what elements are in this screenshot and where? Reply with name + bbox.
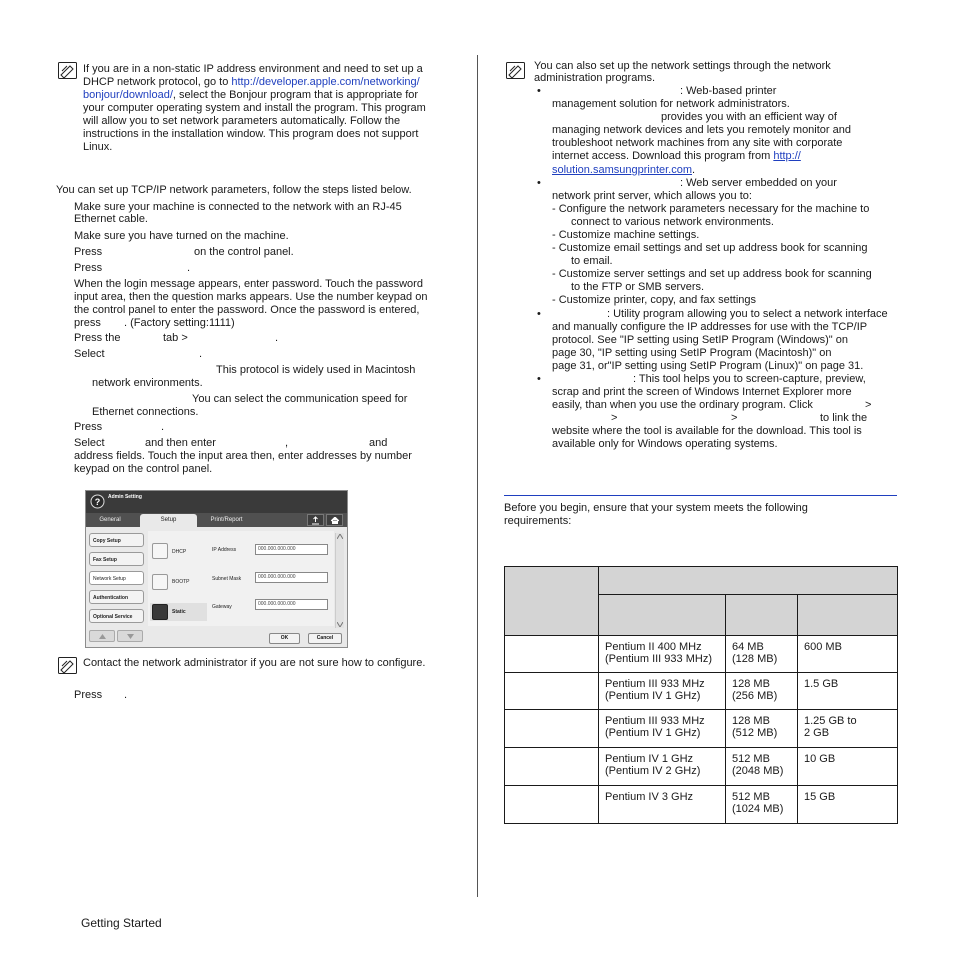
note-pencil-icon xyxy=(58,657,77,674)
section-rule xyxy=(504,495,897,496)
ip-address-label: IP Address xyxy=(212,547,237,553)
upload-arrow-icon xyxy=(311,516,320,525)
gateway-field[interactable]: 000.000.000.000 xyxy=(255,599,328,610)
os-cell xyxy=(505,636,599,673)
help-icon[interactable] xyxy=(90,494,105,509)
note-pencil-icon xyxy=(506,62,525,79)
menu-authentication[interactable]: Authentication xyxy=(89,590,144,604)
cpu-cell: Pentium II 400 MHz (Pentium III 933 MHz) xyxy=(599,636,726,673)
table-header-cell xyxy=(505,567,599,636)
screen-title: Admin Setting xyxy=(108,494,142,500)
table-row xyxy=(505,786,898,824)
admin-setting-screenshot xyxy=(85,490,348,648)
system-requirements-table xyxy=(504,566,898,824)
note-text: , select the Bonjour program that is appropriate for xyxy=(172,89,419,101)
requirements-intro-line1: Before you begin, ensure that your system meets the following xyxy=(504,502,808,514)
hdd-cell: 15 GB xyxy=(798,786,898,824)
bootp-toggle[interactable] xyxy=(152,574,168,590)
os-cell xyxy=(505,786,599,824)
menu-network-setup[interactable]: Network Setup xyxy=(89,571,144,585)
samsung-printer-link-cont[interactable]: solution.samsungprinter.com xyxy=(552,164,693,176)
table-row xyxy=(505,710,898,748)
cpu-cell: Pentium IV 1 GHz (Pentium IV 2 GHz) xyxy=(599,748,726,786)
dhcp-toggle[interactable] xyxy=(152,543,168,559)
table-row xyxy=(505,636,898,673)
ram-cell: 512 MB (2048 MB) xyxy=(726,748,798,786)
subnet-mask-label: Subnet Mask xyxy=(212,576,242,582)
samsung-printer-link[interactable]: http:// xyxy=(773,150,801,162)
table-row xyxy=(505,673,898,710)
home-icon[interactable] xyxy=(326,514,343,526)
ram-cell: 64 MB (128 MB) xyxy=(726,636,798,673)
table-header-cell xyxy=(726,595,798,636)
static-label: Static xyxy=(172,609,186,615)
bullet: • xyxy=(537,308,541,320)
static-toggle[interactable] xyxy=(152,604,168,620)
hdd-cell: 600 MB xyxy=(798,636,898,673)
hdd-cell: 10 GB xyxy=(798,748,898,786)
final-step-period: . xyxy=(124,689,128,701)
footer-section-title: Getting Started xyxy=(81,916,162,930)
table-header-cell xyxy=(798,595,898,636)
os-cell xyxy=(505,710,599,748)
apple-networking-link[interactable]: http://developer.apple.com/networking/ xyxy=(231,76,420,88)
final-step: Press xyxy=(74,689,103,701)
table-header-cell xyxy=(599,567,898,595)
bonjour-download-link[interactable]: bonjour/download/ xyxy=(83,89,173,101)
hdd-cell: 1.5 GB xyxy=(798,673,898,710)
tab-setup[interactable]: Setup xyxy=(140,514,197,527)
tcpip-intro: You can set up TCP/IP network parameters, follow the steps listed below. xyxy=(56,184,412,196)
up-arrow-icon xyxy=(99,634,106,639)
menu-fax-setup[interactable]: Fax Setup xyxy=(89,552,144,566)
subnet-mask-field[interactable]: 000.000.000.000 xyxy=(255,572,328,583)
note-text: DHCP network protocol, go to xyxy=(83,76,232,88)
ok-button[interactable]: OK xyxy=(269,633,300,644)
scroll-up-button[interactable] xyxy=(89,630,115,642)
ram-cell: 512 MB (1024 MB) xyxy=(726,786,798,824)
down-arrow-icon xyxy=(127,634,134,639)
gateway-label: Gateway xyxy=(212,604,232,610)
cancel-button[interactable]: Cancel xyxy=(308,633,342,644)
menu-optional-service[interactable]: Optional Service xyxy=(89,609,144,623)
cpu-cell: Pentium III 933 MHz (Pentium IV 1 GHz) xyxy=(599,673,726,710)
menu-copy-setup[interactable]: Copy Setup xyxy=(89,533,144,547)
requirements-intro-line2: requirements: xyxy=(504,515,572,527)
column-divider xyxy=(477,55,478,897)
scroll-up-arrow-icon xyxy=(337,534,343,539)
title-bar xyxy=(86,491,347,513)
bullet: • xyxy=(537,373,541,385)
os-cell xyxy=(505,748,599,786)
svg-text:?: ? xyxy=(94,497,101,507)
bullet: • xyxy=(537,85,541,97)
scroll-down-button[interactable] xyxy=(117,630,143,642)
note-pencil-icon xyxy=(58,62,77,79)
hdd-cell: 1.25 GB to 2 GB xyxy=(798,710,898,748)
dhcp-label: DHCP xyxy=(172,549,187,555)
ram-cell: 128 MB (256 MB) xyxy=(726,673,798,710)
bootp-label: BOOTP xyxy=(172,579,190,585)
home-glyph-icon xyxy=(331,517,339,524)
scroll-down-arrow-icon xyxy=(337,622,343,627)
ram-cell: 128 MB (512 MB) xyxy=(726,710,798,748)
tab-print-report[interactable]: Print/Report xyxy=(210,517,243,523)
table-row xyxy=(505,748,898,786)
cpu-cell: Pentium IV 3 GHz xyxy=(599,786,726,824)
tab-general[interactable]: General xyxy=(99,517,121,523)
ip-address-field[interactable]: 000.000.000.000 xyxy=(255,544,328,555)
table-header-cell xyxy=(599,595,726,636)
contact-admin-note: Contact the network administrator if you are not sure how to configure. xyxy=(83,657,426,669)
os-cell xyxy=(505,673,599,710)
cpu-cell: Pentium III 933 MHz (Pentium IV 1 GHz) xyxy=(599,710,726,748)
bullet: • xyxy=(537,177,541,189)
upload-icon[interactable] xyxy=(307,514,324,526)
scrollbar[interactable] xyxy=(335,533,344,628)
